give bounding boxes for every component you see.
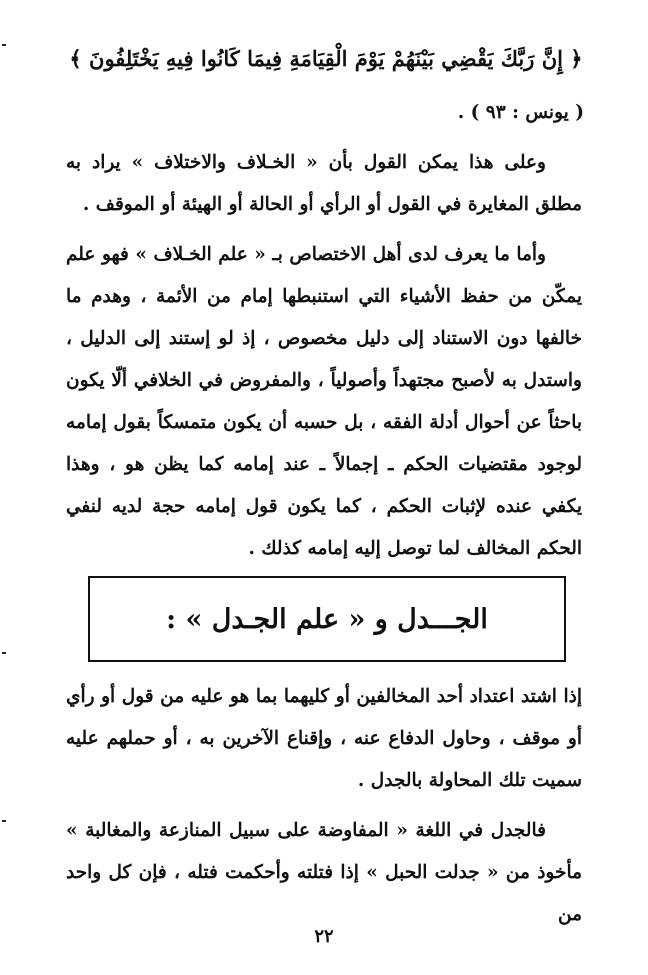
- section-heading: الجـــدل و « علم الجـدل » :: [166, 603, 488, 635]
- margin-mark: [2, 820, 6, 822]
- page-number: ٢٢: [314, 926, 334, 947]
- bottom-text: [66, 676, 582, 936]
- section-heading-box: [88, 576, 566, 662]
- margin-mark: [2, 44, 6, 46]
- top-text: [66, 142, 582, 570]
- margin-mark: [2, 652, 6, 654]
- paragraph: فالجدل في اللغة « المفاوضة على سبيل المنازعة والمغالبة » مأخوذ من « جدلت الحبل » إذا فتلته وأحكمت فتله ، فإن كل واحد من: [66, 820, 582, 925]
- paragraph: وعلى هذا يمكن القول بأن « الخـلاف والاختلاف » يراد به مطلق المغايرة في القول أو الرأي أو الحالة أو الهيئة أو الموقف .: [66, 152, 582, 215]
- quran-reference: ( يونس : ٩٣ ) .: [457, 102, 584, 123]
- paragraph: إذا اشتد اعتداد أحد المخالفين أو كليهما بما هو عليه من قول أو رأي أو موقف ، وحاول الدفاع عنه ، وإقناع الآخرين به ، أو حملهم عليه سميت تلك المحاولة بالجدل .: [66, 686, 582, 791]
- quran-verse: ﴿ إِنَّ رَبَّكَ يَقْضِي بَيْنَهُمْ يَوْمَ الْقِيَامَةِ فِيمَا كَانُوا فِيهِ يَخْتَلِفُونَ ﴾: [69, 46, 583, 71]
- paragraph: وأما ما يعرف لدى أهل الاختصاص بـ « علم الخـلاف » فهو علم يمكّن من حفظ الأشياء التي استنبطها إمام من الأئمة ، وهدم ما خالفها دون الاستناد إلى دليل مخصوص ، إذ لو إستند إلى الدليل ، واستدل به لأصبح مجتهداً وأصولياً ، والمفروض في الخلافي ألّا يكون باحثاً عن أحوال أدلة الفقه ، بل حسبه أن يكون متمسكاً بقول إمامه لوجود مقتضيات الحكم ـ إجمالاً ـ عند إمامه كما يظن هو ، وهذا يكفي عنده لإثبات الحكم ، كما يكون قول إمامه حجة لديه لنفي الحكم المخالف لما توصل إليه إمامه كذلك .: [66, 244, 582, 559]
